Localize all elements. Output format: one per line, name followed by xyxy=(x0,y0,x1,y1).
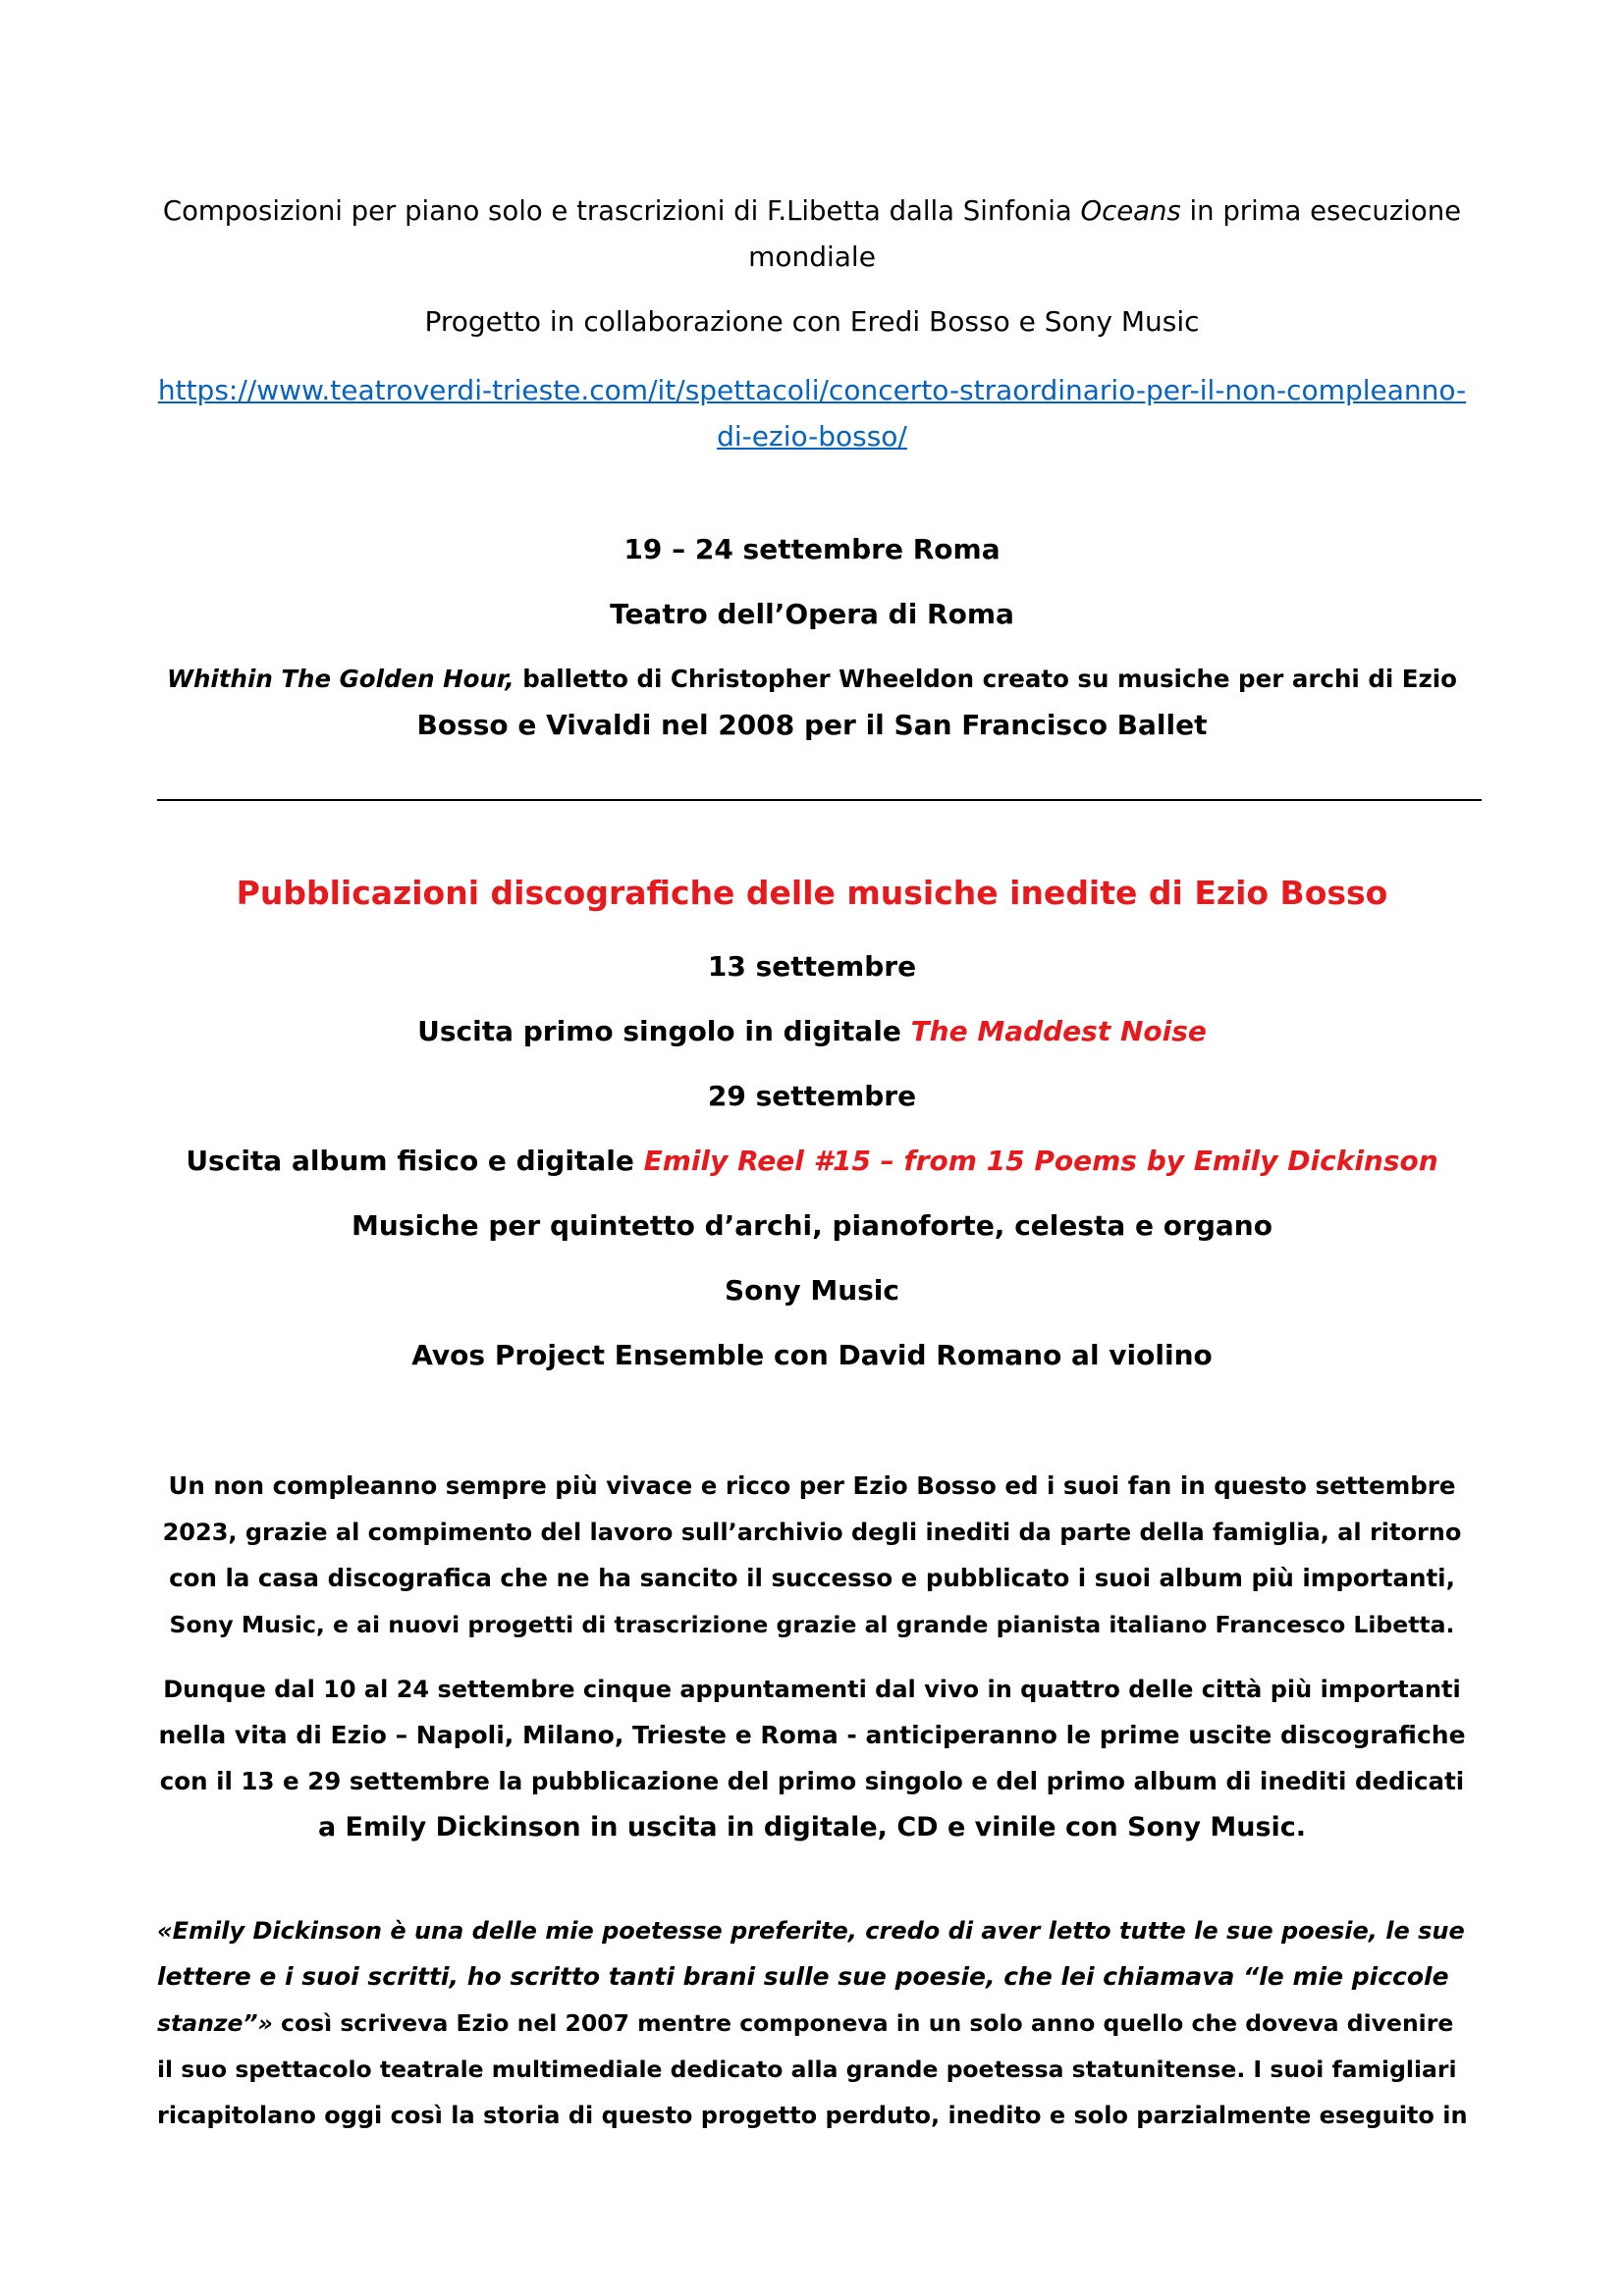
album-release-line xyxy=(157,1145,1467,1178)
single-title: The Maddest Noise xyxy=(910,1015,1207,1047)
intro-line-2: mondiale xyxy=(748,240,876,273)
intro-text: Composizioni per piano solo e trascrizioni di F.Libetta dalla Sinfonia xyxy=(162,195,1081,227)
roma-venue: Teatro dell’Opera di Roma xyxy=(610,598,1014,630)
paragraph-2-line-2: nella vita di Ezio – Napoli, Milano, Trieste e Roma - anticiperanno le prime uscite discografiche xyxy=(158,1721,1466,1749)
label-line: Sony Music xyxy=(725,1274,899,1307)
paragraph-2-line-3: con il 13 e 29 settembre la pubblicazione del primo singolo e del primo album di inediti dedicati xyxy=(159,1767,1465,1795)
quote-end: stanze”» xyxy=(157,2009,273,2037)
event-link-line-2[interactable]: di-ezio-bosso/ xyxy=(717,420,907,453)
paragraph-1-line-2: 2023, grazie al compimento del lavoro sull’archivio degli inediti da parte della famiglia, al ritorno xyxy=(162,1519,1462,1546)
album-release-text: Uscita album fisico e digitale xyxy=(186,1145,644,1177)
roma-description-line-2: Bosso e Vivaldi nel 2008 per il San Francisco Ballet xyxy=(416,709,1208,741)
quote-line-4: il suo spettacolo teatrale multimediale dedicato alla grande poetessa statunitense. I suoi famigliari xyxy=(157,2056,1457,2083)
oceans-title: Oceans xyxy=(1080,195,1181,227)
instruments-line: Musiche per quintetto d’archi, pianoforte, celesta e organo xyxy=(352,1209,1272,1242)
paragraph-2-line-4: a Emily Dickinson in uscita in digitale, CD e vinile con Sony Music. xyxy=(317,1812,1307,1842)
paragraph-1-line-4: Sony Music, e ai nuovi progetti di trascrizione grazie al grande pianista italiano Francesco Libetta. xyxy=(169,1611,1455,1638)
roma-description-line-1 xyxy=(157,663,1467,696)
quote-line-5: ricapitolano oggi così la storia di questo progetto perduto, inedito e solo parzialmente eseguito in xyxy=(157,2102,1468,2129)
quote-continuation: così scriveva Ezio nel 2007 mentre componeva in un solo anno quello che doveva divenire xyxy=(272,2009,1454,2037)
horizontal-divider xyxy=(157,799,1482,801)
event-link-line-1[interactable]: https://www.teatroverdi-trieste.com/it/spettacoli/concerto-straordinario-per-il-non-compleanno- xyxy=(157,374,1467,406)
ballet-title: Whithin The Golden Hour, xyxy=(166,665,514,693)
paragraph-2-line-1: Dunque dal 10 al 24 settembre cinque appuntamenti dal vivo in quattro delle città più importanti xyxy=(163,1676,1461,1703)
paragraph-1-line-1: Un non compleanno sempre più vivace e ricco per Ezio Bosso ed i suoi fan in questo settembre xyxy=(168,1471,1456,1500)
project-line: Progetto in collaborazione con Eredi Bosso e Sony Music xyxy=(424,305,1200,338)
single-release-line xyxy=(157,1015,1467,1048)
quote-line-2: lettere e i suoi scritti, ho scritto tanti brani sulle sue poesie, che lei chiamava “le mie piccole xyxy=(157,1962,1449,1991)
ballet-desc: balletto di Christopher Wheeldon creato su musiche per archi di Ezio xyxy=(514,665,1458,693)
paragraph-1-line-3: con la casa discografica che ne ha sancito il successo e pubblicato i suoi album più importanti, xyxy=(169,1564,1455,1592)
album-title: Emily Reel #15 – from 15 Poems by Emily Dickinson xyxy=(643,1145,1438,1177)
single-release-text: Uscita primo singolo in digitale xyxy=(417,1015,911,1047)
roma-date: 19 – 24 settembre Roma xyxy=(623,533,1001,565)
quote-line-3 xyxy=(157,2006,1467,2040)
intro-text-end: in prima esecuzione xyxy=(1180,195,1462,227)
publications-heading: Pubblicazioni discografiche delle musiche inedite di Ezio Bosso xyxy=(236,874,1388,912)
quote-line-1: «Emily Dickinson è una delle mie poetesse preferite, credo di aver letto tutte le sue poesie, le sue xyxy=(157,1917,1465,1945)
publication-date-1: 13 settembre xyxy=(707,950,917,983)
intro-line-1 xyxy=(157,194,1467,228)
ensemble-line: Avos Project Ensemble con David Romano al violino xyxy=(411,1339,1213,1371)
publication-date-2: 29 settembre xyxy=(707,1080,917,1112)
